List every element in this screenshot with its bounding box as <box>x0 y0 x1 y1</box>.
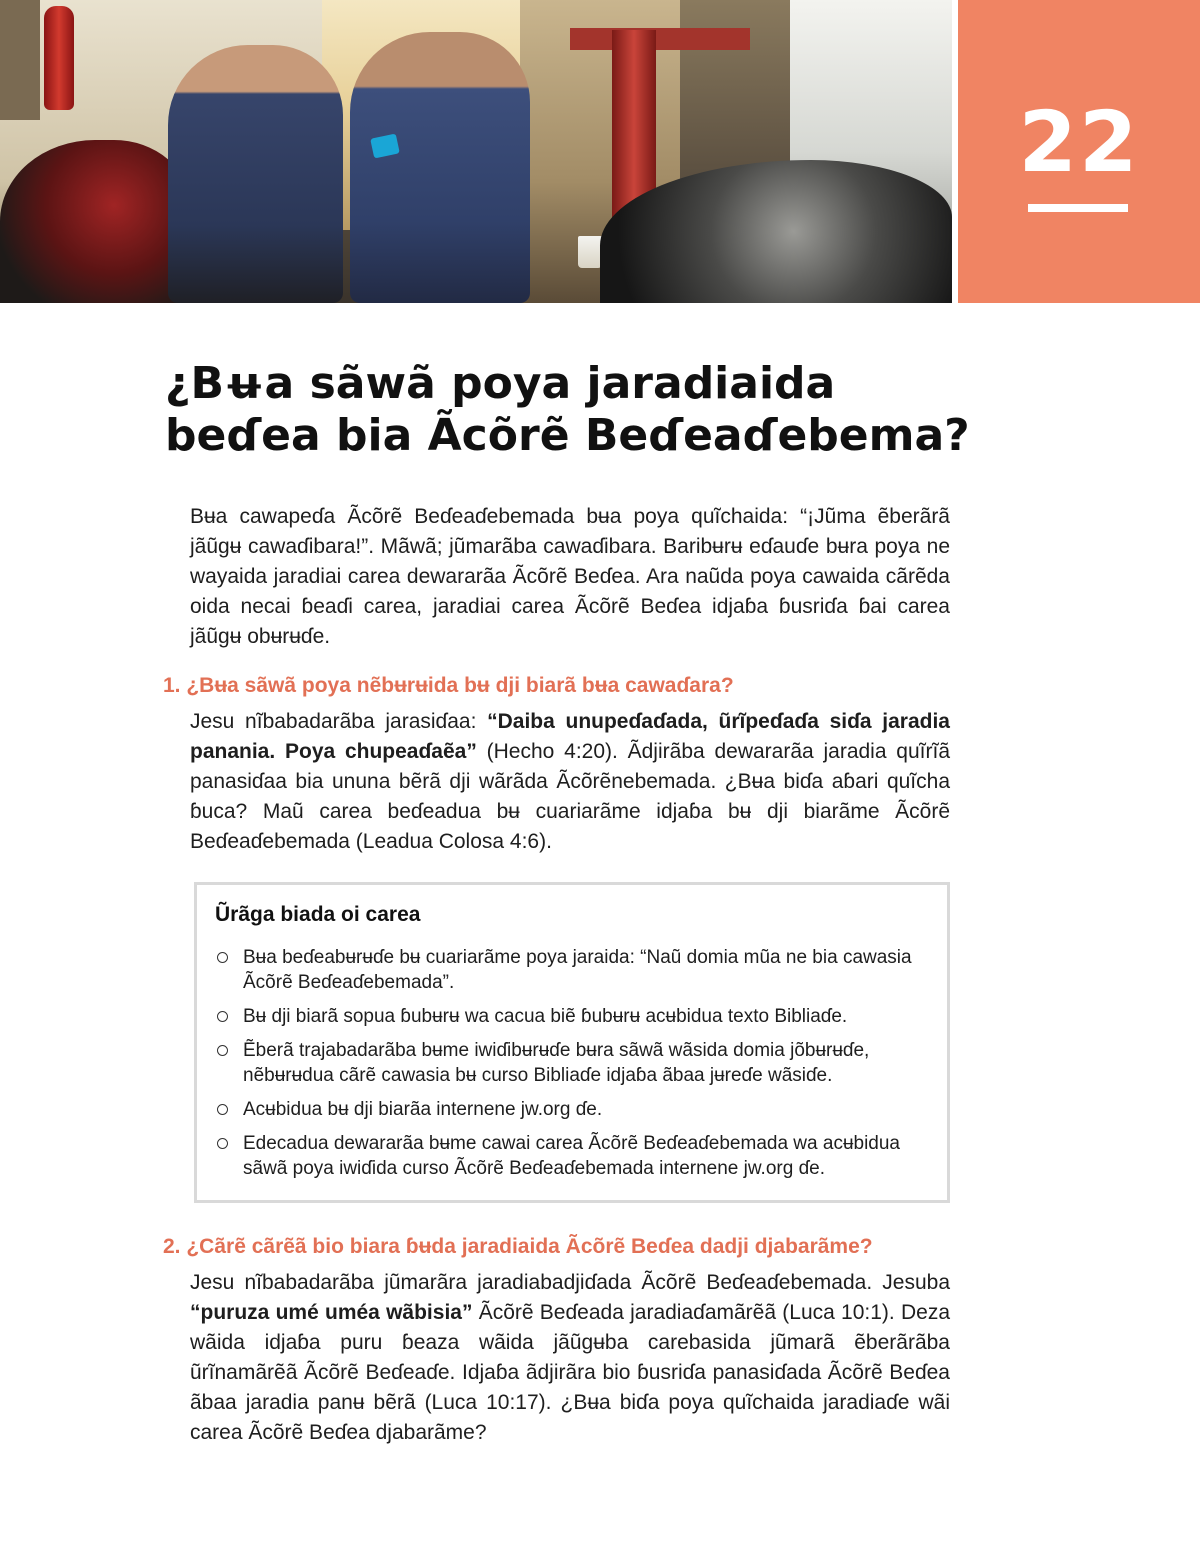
question-1-heading: 1. ¿Bʉa sãwã poya nẽbʉrʉida bʉ dji biarã bʉa cawaɗara? <box>163 674 734 697</box>
title-line-2: beɗea bia Ãcõrẽ Beɗeaɗebema? <box>165 410 970 461</box>
circle-bullet-icon <box>217 1138 228 1149</box>
younger-man-figure <box>350 32 530 303</box>
list-item: Bʉ dji biarã sopua ɓubʉrʉ wa cacua biẽ ɓubʉrʉ acʉbidua texto Bibliaɗe. <box>217 1004 917 1029</box>
circle-bullet-icon <box>217 1045 228 1056</box>
coffee-cup-icon <box>578 236 602 268</box>
question-2-heading: 2. ¿Cãrẽ cãrẽã bio biara ɓʉda jaradiaida Ãcõrẽ Beɗea dadji djabarãme? <box>163 1235 873 1258</box>
tips-box <box>194 882 950 1203</box>
fire-extinguisher-icon <box>44 6 74 110</box>
list-item: Acʉbidua bʉ dji biarãa internene jw.org ɗe. <box>217 1097 917 1122</box>
section-2-quote: “puruza umé uméa wãbisia” <box>190 1301 473 1324</box>
section-1-paragraph <box>190 707 950 857</box>
header-photo <box>0 0 952 303</box>
section-2-text-start: Jesu nĩbabadarãba jũmarãra jaradiabadjiɗada Ãcõrẽ Beɗeaɗebemada. Jesuba <box>190 1271 950 1294</box>
lesson-underline <box>1028 204 1128 212</box>
lesson-badge <box>958 0 1200 303</box>
circle-bullet-icon <box>217 1011 228 1022</box>
section-1-text-end: (Hecho 4:20). Ãdjirãba dewararãa jaradia quĩrĩã panasiɗaa bia ununa bẽrã dji wãrãda Ãcõrẽnebemada. ¿Bʉa biɗa aɓari quĩcha ɓuca? Maũ carea beɗeadua bʉ cuariarãme idjaɓa bʉ dji biarãme Ãcõrẽ Beɗeaɗebemada (Leadua Colosa 4:6). <box>190 740 951 853</box>
tips-list <box>217 945 917 1190</box>
page-title <box>165 358 985 462</box>
section-2-paragraph <box>190 1268 950 1448</box>
list-item: Edecadua dewararãa bʉme cawai carea Ãcõrẽ Beɗeaɗebemada wa acʉbidua sãwã poya iwiɗida curso Ãcõrẽ Beɗeaɗebemada internene jw.org ɗe. <box>217 1131 917 1181</box>
section-2-text-end: Ãcõrẽ Beɗeada jaradiaɗamãrẽã (Luca 10:1). Deza wãida idjaɓa puru ɓeaza wãida jãũgʉba carebasida jũmarã ẽberãrãba ũrĩnamãrẽã Ãcõrẽ Beɗeaɗe. Idjaɓa ãdjirãra bio ɓusriɗa panasiɗada Ãcõrẽ Beɗea ãbaa jaradia panʉ bẽrã (Luca 10:17). ¿Bʉa biɗa poya quĩchaida jaradiaɗe wãi carea Ãcõrẽ Beɗea djabarãme? <box>190 1301 950 1444</box>
section-1-quote: “Daiba unupeɗaɗada, ũrĩpeɗaɗa siɗa jaradia panania. Poya chupeaɗaẽa” <box>190 710 950 763</box>
motorcycle-left <box>0 140 190 303</box>
section-1-text-start: Jesu nĩbabadarãba jarasiɗaa: <box>190 710 488 733</box>
circle-bullet-icon <box>217 1104 228 1115</box>
circle-bullet-icon <box>217 952 228 963</box>
lesson-number: 22 <box>1018 93 1140 191</box>
intro-paragraph: Bʉa cawapeɗa Ãcõrẽ Beɗeaɗebemada bʉa poya quĩchaida: “¡Jũma ẽberãrã jãũgʉ cawaɗibara!”. Mãwã; jũmarãba cawaɗibara. Baribʉrʉ eɗauɗe bʉra poya ne wayaida jaradiai carea dewararãa Ãcõrẽ Beɗea. Ara naũda poya cawaida cãrẽda oida necai ɓeaɗi carea, jaradiai carea Ãcõrẽ Beɗea idjaɓa ɓusriɗa ɓai carea jãũgʉ obʉrʉɗe. <box>190 505 950 648</box>
older-man-figure <box>168 45 343 303</box>
list-item: Bʉa beɗeabʉrʉɗe bʉ cuariarãme poya jaraida: “Naũ domia mũa ne bia cawasia Ãcõrẽ Beɗeaɗebemada”. <box>217 945 917 995</box>
title-line-1: ¿Bʉa sãwã poya jaradiaida <box>165 358 836 409</box>
tips-box-title: Ũrãga biada oi carea <box>215 903 421 926</box>
list-item: Ẽberã trajabadarãba bʉme iwiɗibʉrʉɗe bʉra sãwã wãsida domia jõbʉrʉɗe, nẽbʉrʉdua cãrẽ cawasia bʉ curso Bibliaɗe idjaɓa ãbaa jʉreɗe wãsiɗe. <box>217 1038 917 1088</box>
